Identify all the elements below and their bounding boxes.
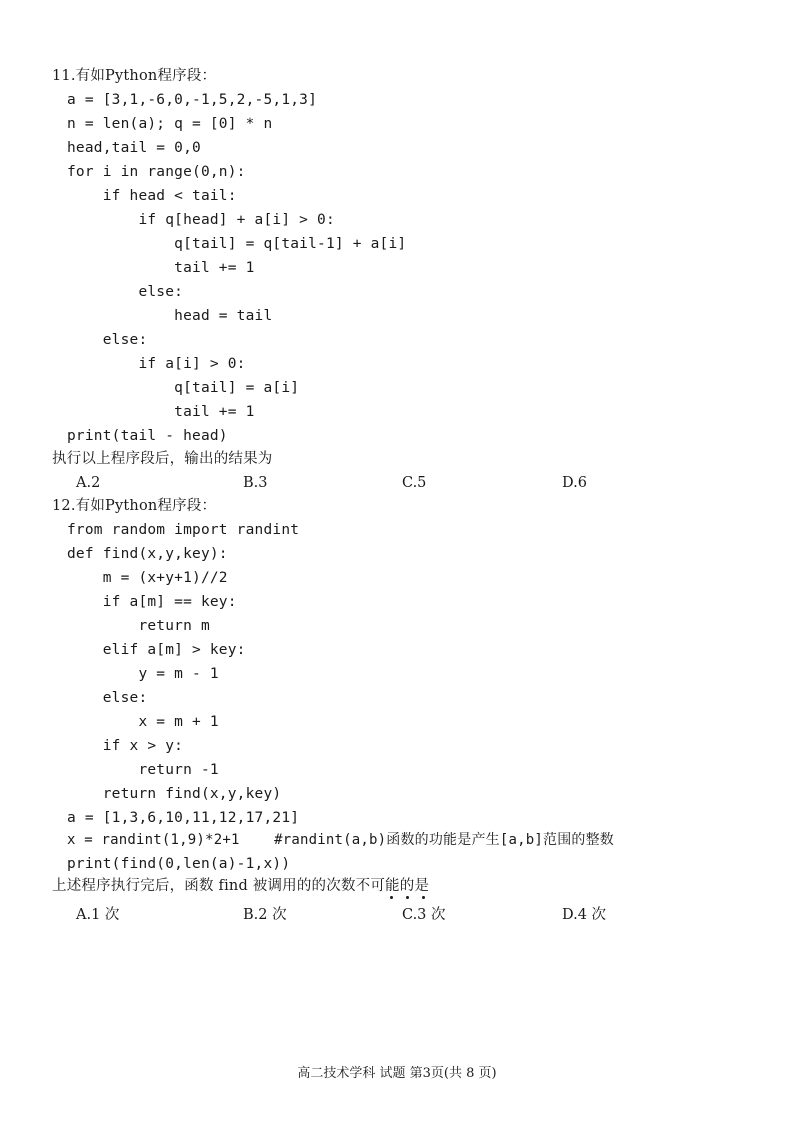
- code-line: m = (x+y+1)//2: [67, 570, 228, 586]
- code-line: return m: [67, 618, 210, 634]
- option-c: C.5: [402, 475, 427, 491]
- code-line: elif a[m] > key:: [67, 642, 246, 658]
- code-line: n = len(a); q = [0] * n: [67, 116, 273, 132]
- option-b: B.2 次: [243, 907, 287, 923]
- emphasis-dot: [390, 896, 393, 899]
- code-line: tail += 1: [67, 404, 255, 420]
- code-line: a = [1,3,6,10,11,12,17,21]: [67, 810, 300, 826]
- code-line: x = m + 1: [67, 714, 219, 730]
- code-line: a = [3,1,-6,0,-1,5,2,-5,1,3]: [67, 92, 318, 108]
- code-line: q[tail] = a[i]: [67, 380, 300, 396]
- code-line: def find(x,y,key):: [67, 546, 228, 562]
- code-line: else:: [67, 284, 184, 300]
- option-b: B.3: [243, 475, 268, 491]
- question-11-stem: 执行以上程序段后，输出的结果为: [52, 451, 273, 467]
- code-line: tail += 1: [67, 260, 255, 276]
- question-12-stem: 上述程序执行完后，函数 find 被调用的的次数不可能的是: [52, 878, 430, 894]
- code-line: for i in range(0,n):: [67, 164, 246, 180]
- emphasis-dot: [422, 896, 425, 899]
- option-d: D.6: [562, 475, 587, 491]
- code-line: else:: [67, 690, 148, 706]
- code-line: if head < tail:: [67, 188, 237, 204]
- page-footer: 高二技术学科 试题 第3页(共 8 页): [297, 1066, 497, 1081]
- option-a: A.2: [76, 475, 101, 491]
- option-c: C.3 次: [402, 907, 446, 923]
- code-line: else:: [67, 332, 148, 348]
- code-line: if a[i] > 0:: [67, 356, 246, 372]
- code-line: return -1: [67, 762, 219, 778]
- code-line: y = m - 1: [67, 666, 219, 682]
- code-line: head = tail: [67, 308, 273, 324]
- code-line: if x > y:: [67, 738, 184, 754]
- code-line: head,tail = 0,0: [67, 140, 201, 156]
- code-line-with-comment: x = randint(1,9)*2+1 #randint(a,b)函数的功能是产生[a,b]范围的整数: [67, 832, 615, 848]
- code-line: print(tail - head): [67, 428, 228, 444]
- code-line: if q[head] + a[i] > 0:: [67, 212, 335, 228]
- question-11-title: 11.有如Python程序段：: [52, 68, 217, 84]
- code-line: from random import randint: [67, 522, 300, 538]
- question-12-title: 12.有如Python程序段：: [52, 498, 217, 514]
- code-line: return find(x,y,key): [67, 786, 282, 802]
- code-line: q[tail] = q[tail-1] + a[i]: [67, 236, 407, 252]
- code-line: print(find(0,len(a)-1,x)): [67, 856, 291, 872]
- option-a: A.1 次: [76, 907, 120, 923]
- emphasis-dot: [406, 896, 409, 899]
- option-d: D.4 次: [562, 907, 607, 923]
- code-line: if a[m] == key:: [67, 594, 237, 610]
